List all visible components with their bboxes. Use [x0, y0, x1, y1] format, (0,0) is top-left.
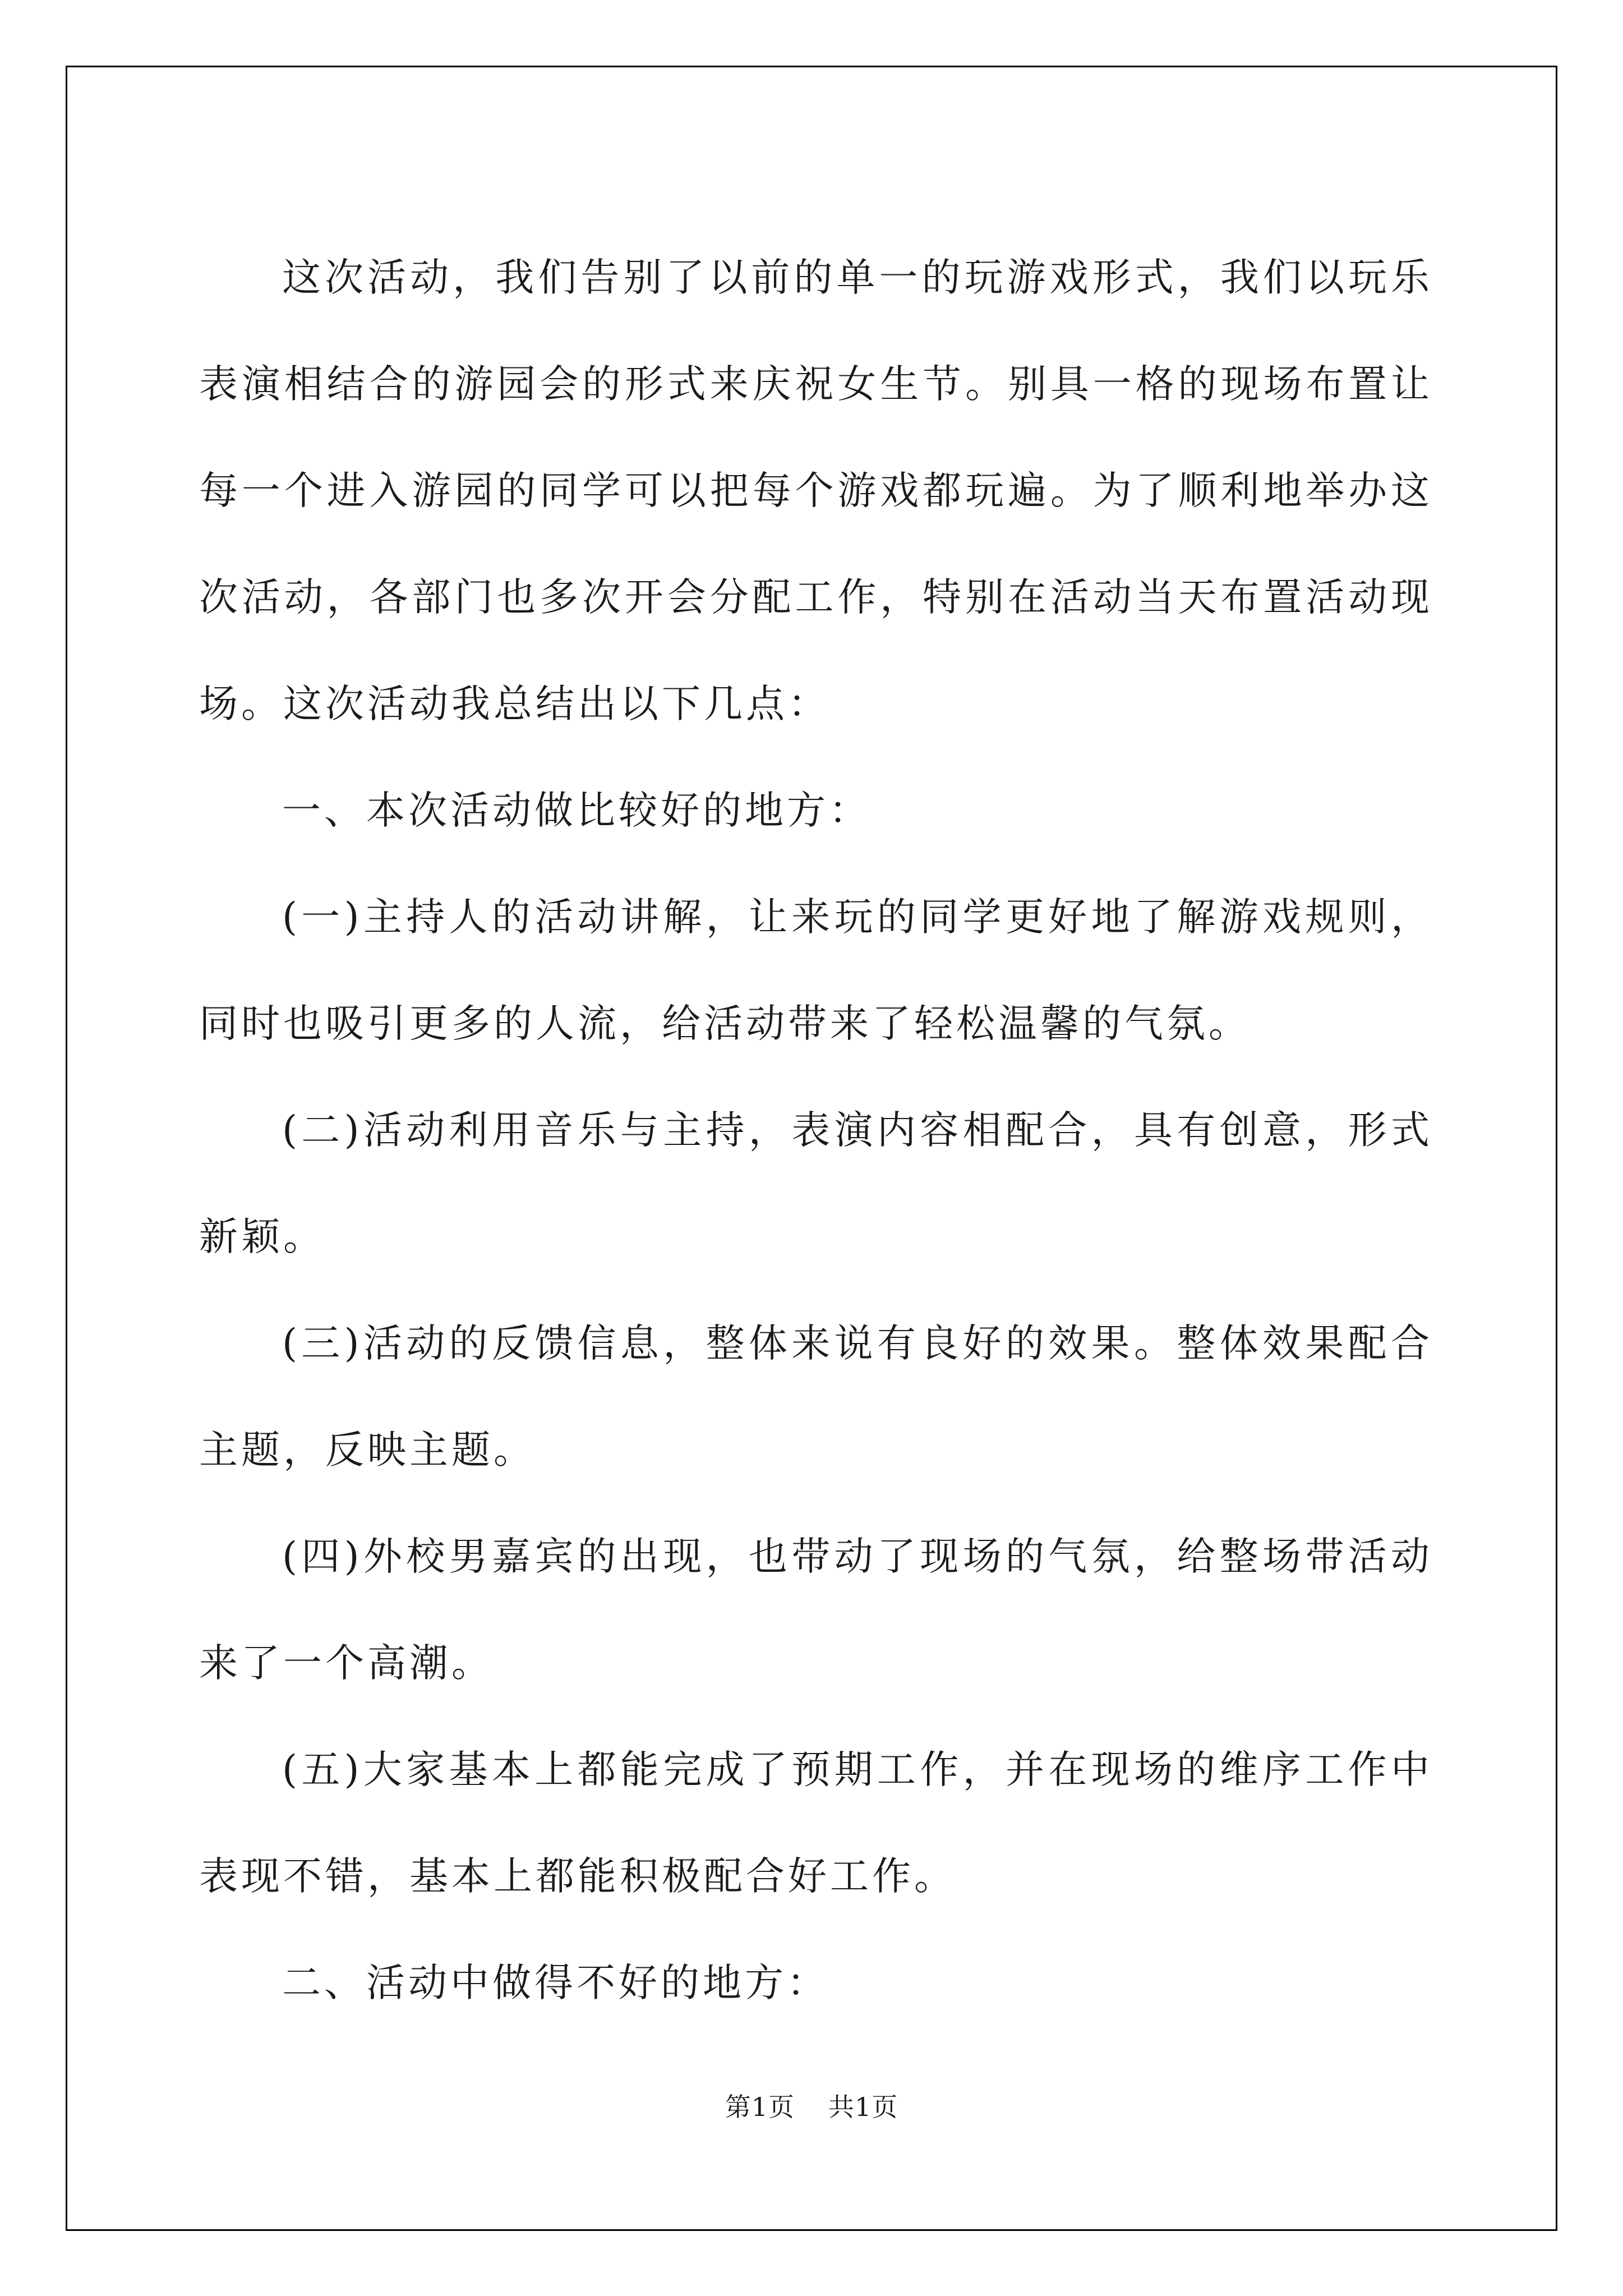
paragraph-intro: 这次活动，我们告别了以前的单一的玩游戏形式，我们以玩乐表演相结合的游园会的形式来庆祝女生节。别具一格的现场布置让每一个进入游园的同学可以把每个游戏都玩遍。为了顺利地举办这次活动，各部门也多次开会分配工作，特别在活动当天布置活动现场。这次活动我总结出以下几点： — [199, 255, 1433, 726]
section-heading-weaknesses: 二、活动中做得不好的地方： — [282, 1961, 829, 2005]
paragraph-point-3: (三)活动的反馈信息，整体来说有良好的效果。整体效果配合主题，反映主题。 — [199, 1321, 1433, 1473]
paragraph-point-4: (四)外校男嘉宾的出现，也带动了现场的气氛，给整场带活动来了一个高潮。 — [199, 1534, 1433, 1686]
page-number: 第1页 — [725, 2092, 795, 2122]
paragraph-point-1: (一)主持人的活动讲解，让来玩的同学更好地了解游戏规则，同时也吸引更多的人流，给活动带来了轻松温馨的气氛。 — [199, 895, 1433, 1046]
section-heading-strengths: 一、本次活动做比较好的地方： — [282, 788, 871, 833]
page-total: 共1页 — [828, 2092, 898, 2122]
paragraph-point-5: (五)大家基本上都能完成了预期工作，并在现场的维序工作中表现不错，基本上都能积极配合好工作。 — [199, 1747, 1433, 1899]
document-body — [199, 224, 1433, 2036]
paragraph-point-2: (二)活动利用音乐与主持，表演内容相配合，具有创意，形式新颖。 — [199, 1108, 1433, 1259]
page-footer — [0, 2087, 1623, 2124]
